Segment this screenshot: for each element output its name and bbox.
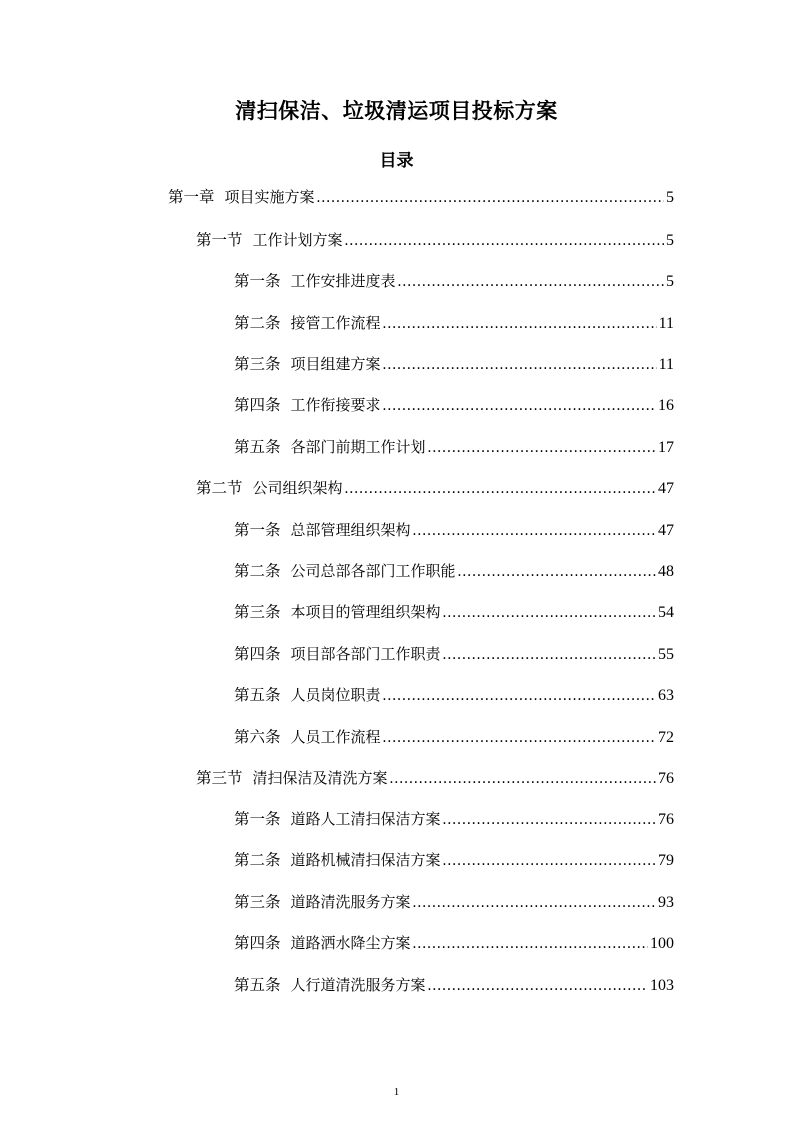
toc-entry-page: 5 [666,273,674,290]
leader-dots [383,727,656,749]
toc-entry[interactable] [234,312,674,335]
leader-dots [443,644,656,666]
toc-entry[interactable] [196,229,674,252]
toc-entry-page: 72 [658,729,674,746]
toc-entry-page: 17 [658,439,674,456]
leader-dots [443,809,656,831]
toc-entry[interactable] [234,519,674,542]
toc-entry-name: 人行道清洗服务方案 [290,976,426,994]
toc-entry-name: 总部管理组织架构 [290,521,411,539]
toc-entry-name: 清扫保洁及清洗方案 [252,769,388,787]
toc-entry[interactable] [234,891,674,914]
toc-entry[interactable] [234,808,674,831]
toc-entry-name: 各部门前期工作计划 [290,438,426,456]
toc-entry-label: 第三节 [196,769,243,787]
toc-entry-label: 第一条 [234,810,281,828]
toc-entry[interactable] [234,643,674,666]
toc-entry-page: 63 [658,687,674,704]
leader-dots [458,561,656,583]
toc-entry-page: 47 [658,480,674,497]
toc-entry-page: 11 [658,315,674,332]
toc-entry[interactable] [234,270,674,293]
toc-entry-label: 第二条 [234,562,281,580]
toc-entry-name: 人员工作流程 [290,728,381,746]
toc-entry-page: 5 [666,232,674,249]
leader-dots [428,437,656,459]
toc-entry-label: 第三条 [234,893,281,911]
toc-entry-label: 第一条 [234,272,281,290]
leader-dots [383,313,657,335]
leader-dots [413,933,648,955]
toc-entry-page: 54 [658,604,674,621]
leader-dots [383,354,657,376]
toc-entry-label: 第四条 [234,396,281,414]
toc-entry-page: 79 [658,852,674,869]
toc-entry-page: 100 [650,935,674,952]
toc-entry-label: 第一条 [234,521,281,539]
toc-entry-label: 第六条 [234,728,281,746]
toc-entry-label: 第五条 [234,686,281,704]
toc-entry-name: 工作安排进度表 [290,272,396,290]
toc-entry[interactable] [234,684,674,707]
toc-entry[interactable] [168,186,674,209]
leader-dots [383,395,656,417]
toc-entry-label: 第二节 [196,479,243,497]
toc-entry-label: 第四条 [234,645,281,663]
toc-entry[interactable] [196,477,674,500]
leader-dots [383,685,656,707]
toc-entry-label: 第四条 [234,934,281,952]
toc-entry-page: 47 [658,522,674,539]
leader-dots [428,975,648,997]
leader-dots [390,768,656,790]
toc-entry[interactable] [234,560,674,583]
toc-entry[interactable] [196,767,674,790]
toc-entry[interactable] [234,726,674,749]
toc-entry[interactable] [234,974,674,997]
toc-entry-name: 道路洒水降尘方案 [290,934,411,952]
leader-dots [398,271,664,293]
leader-dots [413,892,656,914]
toc-entry[interactable] [234,394,674,417]
toc-entry[interactable] [234,932,674,955]
leader-dots [443,850,656,872]
toc-entry-label: 第二条 [234,314,281,332]
leader-dots [317,187,664,209]
toc-entry-label: 第三条 [234,603,281,621]
toc-entry-name: 人员岗位职责 [290,686,381,704]
toc-entry-label: 第一节 [196,231,243,249]
toc-entry[interactable] [234,353,674,376]
page-number: 1 [393,1086,400,1098]
leader-dots [443,602,656,624]
toc-entry-name: 工作衔接要求 [290,396,381,414]
toc-entry[interactable] [234,849,674,872]
toc-entry-page: 76 [658,770,674,787]
leader-dots [345,230,664,252]
toc-entry-page: 5 [666,189,674,206]
toc-heading: 目录 [379,151,414,171]
toc-entry-name: 项目部各部门工作职责 [290,645,441,663]
toc-entry-name: 项目实施方案 [224,188,315,206]
toc-entry-label: 第五条 [234,976,281,994]
toc-entry-name: 项目组建方案 [290,355,381,373]
toc-entry-name: 道路人工清扫保洁方案 [290,810,441,828]
toc-entry-page: 16 [658,397,674,414]
toc-entry-name: 工作计划方案 [252,231,343,249]
toc-entry-page: 76 [658,811,674,828]
toc-entry-name: 本项目的管理组织架构 [290,603,441,621]
toc-entry-label: 第三条 [234,355,281,373]
toc-entry-name: 道路清洗服务方案 [290,893,411,911]
toc-entry-label: 第一章 [168,188,215,206]
leader-dots [345,478,656,500]
document-title: 清扫保洁、垃圾清运项目投标方案 [235,99,558,123]
toc-entry-label: 第五条 [234,438,281,456]
toc-entry-page: 11 [658,356,674,373]
toc-entry[interactable] [234,436,674,459]
toc-entry-name: 道路机械清扫保洁方案 [290,851,441,869]
toc-entry-name: 公司组织架构 [252,479,343,497]
toc-entry-name: 公司总部各部门工作职能 [290,562,456,580]
toc-entry[interactable] [234,601,674,624]
toc-entry-page: 55 [658,646,674,663]
toc-entry-label: 第二条 [234,851,281,869]
toc-entry-page: 48 [658,563,674,580]
toc-entry-page: 93 [658,894,674,911]
toc-entry-page: 103 [650,977,674,994]
leader-dots [413,520,656,542]
toc-entry-name: 接管工作流程 [290,314,381,332]
